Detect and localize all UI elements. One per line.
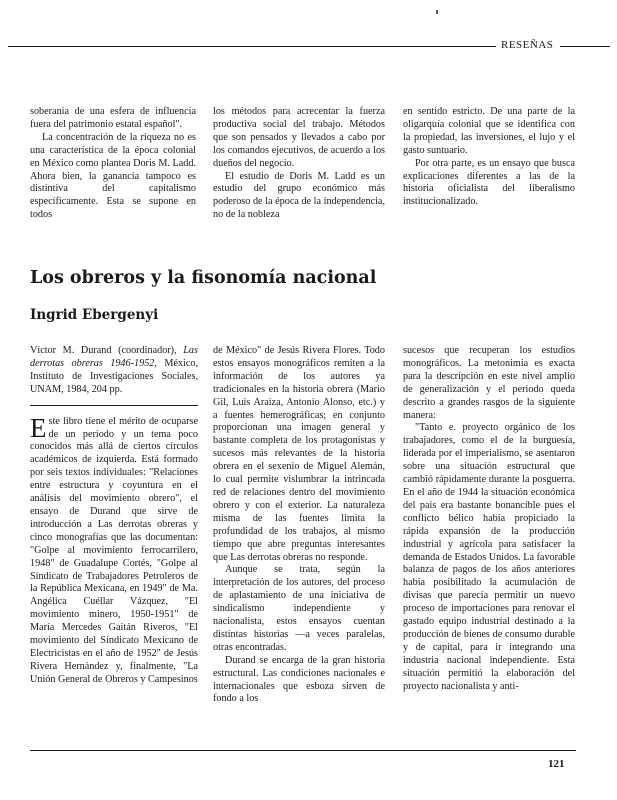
paragraph: sucesos que recuperan los estudios monográficos. La metonimia es exacta para la descripción en este nivel amplio de generalización y el periodo queda descrito a grandes rasgos de la siguiente manera: (403, 345, 575, 421)
top-column-2 (213, 106, 385, 222)
top-column-1 (30, 106, 196, 222)
footer-rule (30, 750, 408, 751)
reference-publisher: México, Instituto de Investigaciones Sociales, UNAM, 1984, 204 pp. (30, 357, 198, 395)
paragraph: Aunque se trata, según la interpretación de los autores, del proceso de aplastamiento de una iniciativa de sindicalismo independiente y nacionalista, estos ensayos cuentan distintas historias —a veces paralelas, otras encontradas. (213, 564, 385, 653)
reference-editor: Víctor M. Durand (coordinador), (30, 345, 177, 356)
paragraph: en sentido estricto. De una parte de la oligarquía colonial que se identifica con la propiedad, las inversiones, el lujo y el gasto suntuario. (403, 106, 575, 156)
paragraph: El estudio de Doris M. Ladd es un estudio del grupo económico más poderoso de la época de la independencia, no de la nobleza (213, 170, 385, 221)
top-column-3 (403, 106, 575, 209)
drop-cap: E (30, 412, 47, 443)
article-column-3 (403, 345, 575, 693)
article-author: Ingrid Ebergenyi (30, 307, 159, 323)
header-rule-left (8, 46, 496, 47)
paragraph: La concentración de la riqueza no es una característica de la época colonial en México como plantea Doris M. Ladd. Ahora bien, la ganancia tampoco es distintiva del capitalismo específicamente. Esta se supone en todos (30, 131, 196, 221)
quotation-paragraph: "Tanto e. proyecto orgánico de los trabajadores, como el de la burguesía, liderada por el imperialismo, se asentaron sobre una situación estructural que cambió rápidamente durante la posguerra. En el año de 1944 la situación económica del país era bastante bonancible pues el conflicto bélico había propiciado la rápida expansión de la producción industrial y agrícola para satisfacer la demanda de Estados Unidos. La favorable balanza de pagos de los años anteriores había posibilitado la acumulación de divisas que parecía permitir un nuevo proceso de importaciones para renovar el gastado equipo industrial destinado a la producción de bienes de consumo durable y de capital, para ir integrando una industria nacional independiente. Esta situación permitió la elaboración del proyecto nacionalista y anti- (403, 422, 575, 692)
reference-book-title: Las derrotas obreras 1946-1952, (30, 345, 198, 369)
paragraph: soberanía de una esfera de influencia fuera del patrimonio estatal español". (30, 106, 196, 130)
paragraph: Por otra parte, es un ensayo que busca explicaciones diferentes a las de la historia oficialista del liberalismo institucionalizado. (403, 157, 575, 208)
header-rule-right (560, 46, 610, 47)
article-column-2 (213, 345, 385, 706)
margin-mark (436, 10, 438, 14)
paragraph: Este libro tiene el mérito de ocuparse de un periodo y un tema poco conocidos más allá de ciertos círculos académicos de izquierda. Está formado por seis textos individuales: "Relaciones entre estructura y coyuntura en el análisis del movimiento obrero", el ensayo de Durand que sirve de introducción a Las derrotas obreras y cinco monografías que las documentan: "Golpe al movimiento ferrocarrilero, 1948" de Guadalupe Cortés, "Golpe al Sindicato de Trabajadores Petroleros de la República Mexicana, en 1949" de Ma. Angélica Cuéllar Vázquez, "El movimiento minero, 1950-1951" de María Mercedes Gaitán Riveros, "El movimiento del Sindicato Mexicano de Electricistas en el año de 1952" de Jesús Rivera Hernández y, finalmente, "La Unión General de Obreros y Campesinos (30, 412, 198, 685)
paragraph: los métodos para acrecentar la fuerza productiva social del trabajo. Métodos que son pensados y llevados a cabo por los comandos ejecutivos, de acuerdo a los dueños del negocio. (213, 106, 385, 169)
paragraph: Durand se encarga de la gran historia estructural. Las condiciones nacionales e internacionales que esboza sirven de fondo a los (213, 654, 385, 705)
section-label: RESEÑAS (501, 39, 554, 51)
reference-rule (30, 405, 198, 406)
article-column-1 (30, 345, 198, 687)
paragraph: de México" de Jesús Rivera Flores. Todo estos ensayos monográficos remiten a la información de los autores ya tradicionales en la historia obrera (Mario Gil, Luis Araiza, Antonio Alonso, etc.) y a fuentes hemerográficas; en conjunto proporcionan una imagen general y bastante completa de los protagonistas y sucesos más relevantes de la historia obrera en el sexenio de Miguel Alemán, lo cual permite vislumbrar la intrincada red de relaciones dentro del movimiento obrero y con el exterior. La naturaleza misma de las fuentes limita la profundidad de los trabajos, al mismo tiempo que abre preguntas interesantes que Las derrotas obreras no responde. (213, 345, 385, 563)
article-title: Los obreros y la fisonomía nacional (30, 268, 377, 288)
page-number: 121 (548, 758, 565, 770)
footer-rule-right (408, 750, 576, 751)
book-reference (30, 345, 198, 397)
